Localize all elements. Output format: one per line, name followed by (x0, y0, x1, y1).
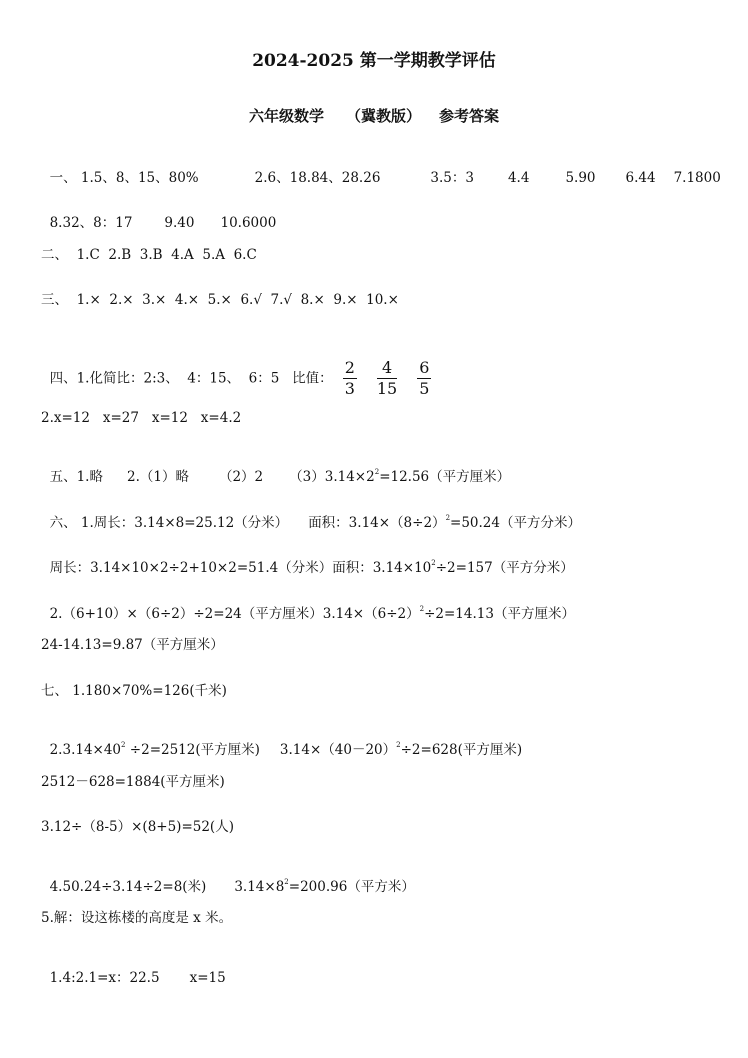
answer-line-3: 二、 1.C 2.B 3.B 4.A 5.A 6.C (41, 247, 257, 263)
answer-1-a: 一、 1.5、8、15、80% (49, 169, 199, 186)
answer-line-5 (41, 338, 441, 399)
answer-line-15: 3.12÷（8-5）×(8+5)=52(人) (41, 819, 234, 835)
answer-6-d-sup: 2 (419, 604, 425, 613)
page-subtitle (0, 105, 748, 126)
answer-line-16 (41, 867, 415, 894)
answer-6-d-post: ÷2=14.13（平方厘米） (424, 605, 575, 622)
fraction-3 (417, 358, 431, 399)
answer-line-7 (41, 457, 510, 484)
answer-5-d-post: =12.56（平方厘米） (379, 468, 511, 485)
answer-line-6: 2.x=12 x=27 x=12 x=4.2 (41, 410, 242, 426)
fraction-1-num: 2 (344, 358, 355, 377)
ratio-label: 四、1.化简比：2:3、 4：15、 6：5 比值： (49, 370, 333, 387)
answer-1-i: 9.40 (164, 214, 195, 231)
answer-line-14: 2512－628=1884(平方厘米) (41, 774, 225, 790)
fraction-1-den: 3 (344, 379, 355, 398)
answer-7-e: 4.50.24÷3.14÷2=8(米) (49, 878, 207, 895)
answer-7-b-post: ÷2=628(平方厘米) (400, 741, 523, 758)
answer-line-2 (41, 203, 276, 230)
answer-line-9 (41, 548, 574, 575)
answer-1-b: 2.6、18.84、28.26 (254, 169, 381, 186)
fraction-3-den: 5 (419, 379, 430, 398)
answer-5-c: （2）2 (218, 468, 264, 485)
fraction-2-num: 4 (377, 358, 397, 379)
answer-7-f-post: =200.96（平方米） (288, 878, 415, 895)
answer-7-b-sup: 2 (396, 740, 401, 749)
answer-line-4: 三、 1.× 2.× 3.× 4.× 5.× 6.√ 7.√ 8.× 9.× 10.× (41, 292, 399, 308)
answer-line-11: 24-14.13=9.87（平方厘米） (41, 637, 224, 653)
answer-6-c-sup: 2 (431, 558, 436, 567)
answer-line-12: 七、 1.180×70%=126(千米) (41, 683, 227, 699)
fraction-3-num: 6 (419, 358, 430, 377)
answer-line-10 (41, 594, 575, 621)
answer-5-d: （3）3.14×2 (289, 468, 375, 485)
answer-1-e: 5.90 (565, 169, 596, 186)
subtitle-edition: （冀教版） (345, 107, 421, 125)
answer-1-c: 3.5：3 (430, 169, 474, 186)
answer-line-1 (41, 158, 721, 185)
answer-5-a: 五、1.略 (49, 468, 103, 485)
answer-5-d-sup: 2 (374, 467, 380, 476)
answer-5-b: 2.（1）略 (126, 468, 189, 485)
fraction-1 (343, 358, 357, 399)
answer-7-a-sup: 2 (121, 740, 126, 749)
answer-7-h: x=15 (189, 969, 226, 986)
answer-1-h: 8.32、8：17 (49, 214, 133, 231)
answer-1-d: 4.4 (507, 169, 530, 186)
answer-6-b-sup: 2 (445, 513, 451, 522)
answer-7-f-sup: 2 (284, 877, 289, 886)
answer-6-b: 面积：3.14×（8÷2） (308, 514, 446, 531)
fraction-2-den: 15 (376, 379, 398, 398)
page-title: 2024-2025 第一学期教学评估 (252, 51, 496, 71)
answer-6-d: 2.（6+10）×（6÷2）÷2=24（平方厘米）3.14×（6÷2） (49, 605, 420, 622)
answer-1-j: 10.6000 (220, 214, 277, 231)
answer-line-13 (41, 730, 522, 757)
answer-1-g: 7.1800 (673, 169, 721, 186)
answer-line-17: 5.解：设这栋楼的高度是 x 米。 (41, 910, 233, 926)
answer-line-18 (41, 958, 226, 985)
subtitle-grade: 六年级数学 (248, 107, 324, 125)
answer-6-c-post: ÷2=157（平方分米） (435, 559, 574, 576)
answer-6-c: 周长：3.14×10×2÷2+10×2=51.4（分米）面积：3.14×10 (49, 559, 432, 576)
subtitle-answers: 参考答案 (439, 107, 500, 125)
answer-1-f: 6.44 (625, 169, 656, 186)
answer-6-b-post: =50.24（平方分米） (450, 514, 581, 531)
answer-6-a: 六、 1.周长：3.14×8=25.12（分米） (49, 514, 289, 531)
fraction-2 (377, 358, 397, 399)
answer-7-b: 3.14×（40－20） (279, 741, 397, 758)
answer-7-a-post: ÷2=2512(平方厘米) (125, 741, 260, 758)
answer-7-a: 2.3.14×40 (49, 741, 122, 758)
answer-7-f: 3.14×8 (234, 878, 285, 895)
answer-7-g: 1.4:2.1=x：22.5 (49, 969, 160, 986)
answer-line-8 (41, 503, 581, 530)
